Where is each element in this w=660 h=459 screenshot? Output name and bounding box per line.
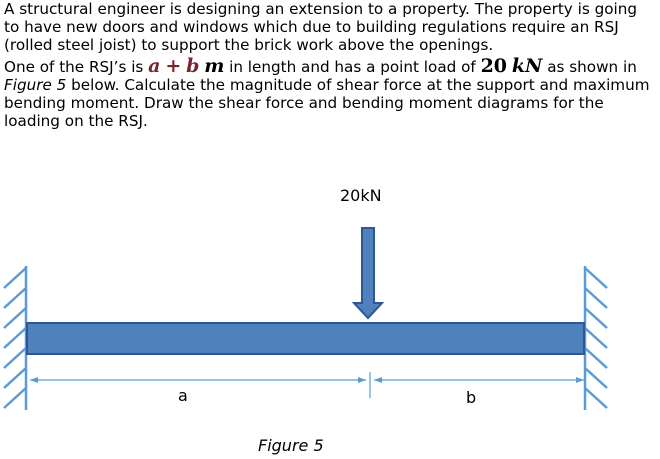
problem-text-mid: in length and has a point load of (229, 57, 476, 76)
problem-text-end: below. Calculate the magnitude of shear force at the support and maximum bending moment. Draw the shear force and bending moment diagrams for the loading on the RSJ. (4, 75, 650, 131)
length-var-a: a (148, 54, 161, 77)
figure-caption: Figure 5 (258, 436, 324, 455)
figure-reference: Figure 5 (4, 75, 67, 94)
problem-paragraph-1: A structural engineer is designing an extension to a property. The property is going to have new doors and windows which due to building regulations require an RSJ (rolled steel joist) to support the brick work above the openings. (4, 0, 637, 55)
point-load-arrow (354, 228, 382, 318)
rsj-beam (27, 323, 584, 354)
problem-text-prefix: One of the RSJ’s is (4, 57, 144, 76)
left-fixed-support (4, 266, 26, 410)
dimension-label-b: b (466, 388, 477, 407)
dimension-a (30, 377, 366, 383)
length-plus: + (165, 54, 182, 77)
length-var-b: b (186, 54, 200, 77)
load-unit: kN (511, 54, 543, 77)
dimension-label-a: a (178, 386, 188, 405)
right-fixed-support (585, 266, 607, 410)
problem-text-suffix: as shown in (547, 57, 637, 76)
load-label: 20kN (340, 186, 382, 205)
load-value: 20 (480, 54, 508, 77)
length-unit: m (204, 54, 225, 77)
dimension-b (374, 377, 584, 383)
